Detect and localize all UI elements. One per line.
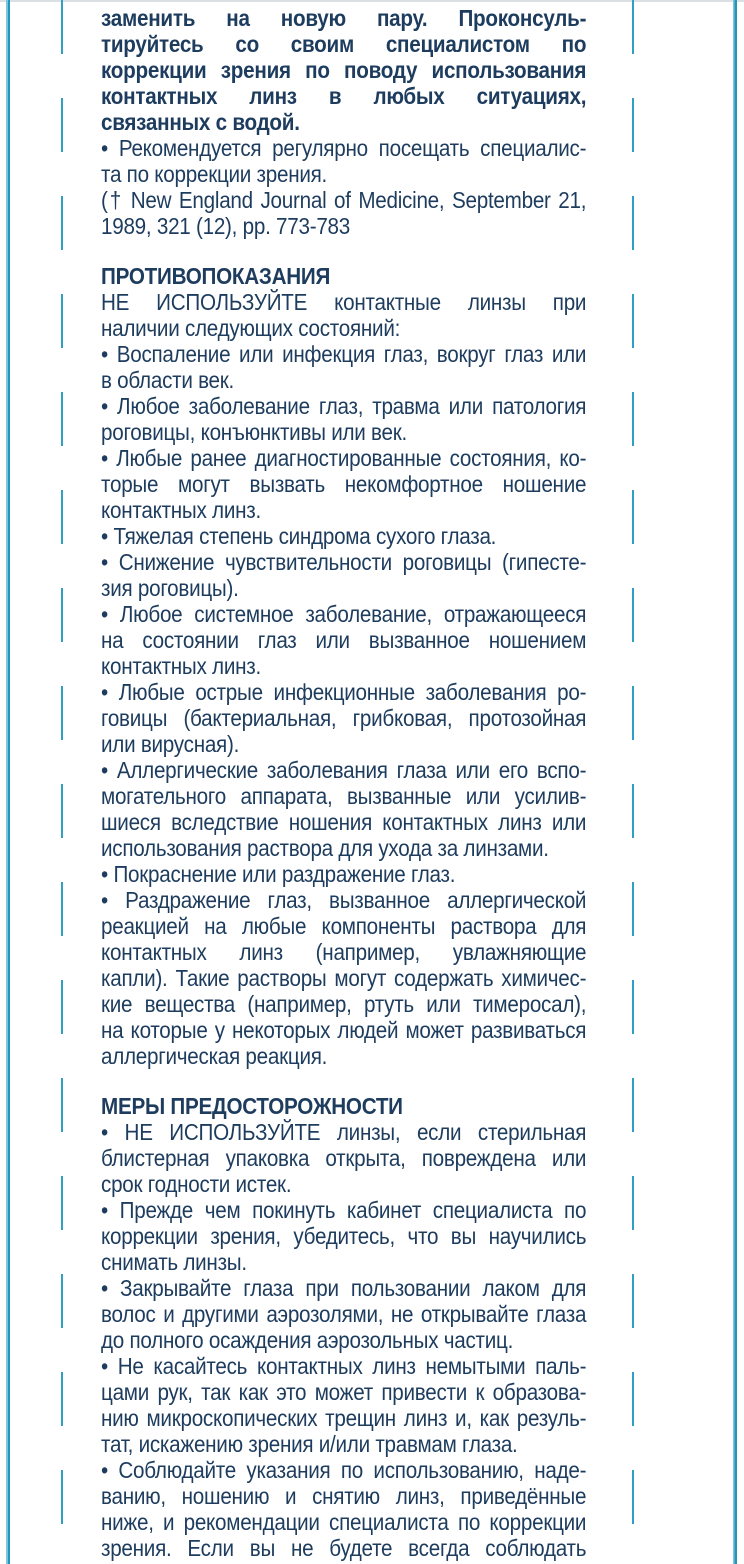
text-line: контактных линз. bbox=[101, 653, 261, 679]
text-line: • НЕ ИСПОЛЬЗУЙТЕ линзы, если стерильная bbox=[101, 1119, 587, 1145]
text-line: НЕ ИСПОЛЬЗУЙТЕ контактные линзы при bbox=[101, 289, 587, 315]
text-line: заменить на новую пару. Проконсуль- bbox=[101, 5, 587, 31]
text-line: шиеся вследствие ношения контактных линз или bbox=[101, 809, 587, 835]
fold-mark-dashed-left bbox=[61, 0, 63, 1564]
text-line: та по коррекции зрения. bbox=[101, 161, 328, 187]
text-line: • Снижение чувствительности роговицы (гипесте- bbox=[101, 549, 587, 575]
text-line: • Любое заболевание глаз, травма или патология bbox=[101, 393, 587, 419]
text-line: • Не касайтесь контактных линз немытыми паль- bbox=[101, 1353, 587, 1379]
text-line: срок годности истек. bbox=[101, 1171, 292, 1197]
text-line: использования раствора для ухода за линзами. bbox=[101, 835, 549, 861]
text-line: тат, искажению зрения и/или травмам глаза. bbox=[101, 1431, 518, 1457]
text-line: говицы (бактериальная, грибковая, протозойная bbox=[101, 705, 587, 731]
text-line: • Раздражение глаз, вызванное аллергической bbox=[101, 887, 587, 913]
text-line: зия роговицы). bbox=[101, 575, 239, 601]
text-line: могательного аппарата, вызванные или усилив- bbox=[101, 783, 587, 809]
text-line: реакцией на любые компоненты раствора для bbox=[101, 913, 587, 939]
text-line: нию микроскопических трещин линз и, как резуль- bbox=[101, 1405, 587, 1431]
text-line: в области век. bbox=[101, 367, 235, 393]
text-line: • Закрывайте глаза при пользовании лаком для bbox=[101, 1275, 587, 1301]
text-line: • Любые острые инфекционные заболевания ро- bbox=[101, 679, 587, 705]
text-line: кие вещества (например, ртуть или тимеросал), bbox=[101, 991, 587, 1017]
text-line: или вирусная). bbox=[101, 731, 240, 757]
section-heading: МЕРЫ ПРЕДОСТОРОЖНОСТИ bbox=[101, 1093, 403, 1119]
text-line: зрения. Если вы не будете всегда соблюдать bbox=[101, 1535, 587, 1561]
registration-mark-solid-right bbox=[733, 0, 737, 1564]
section-heading: ПРОТИВОПОКАЗАНИЯ bbox=[101, 263, 331, 289]
text-line: тируйтесь со своим специалистом по bbox=[101, 31, 587, 57]
text-line: на состоянии глаз или вызванное ношением bbox=[101, 627, 587, 653]
text-line: • Соблюдайте указания по использованию, наде- bbox=[101, 1457, 587, 1483]
text-line: снимать линзы. bbox=[101, 1249, 247, 1275]
text-line: († New England Journal of Medicine, September 21, bbox=[101, 187, 587, 213]
text-line: • Любое системное заболевание, отражающееся bbox=[101, 601, 587, 627]
text-column bbox=[101, 0, 586, 1561]
text-line: аллергическая реакция. bbox=[101, 1043, 328, 1069]
text-line: контактных линз. bbox=[101, 497, 261, 523]
text-line: • Любые ранее диагностированные состояния, ко- bbox=[101, 445, 587, 471]
text-line: • Рекомендуется регулярно посещать специалис- bbox=[101, 135, 587, 161]
text-line: капли). Такие растворы могут содержать химичес- bbox=[101, 965, 587, 991]
text-line: наличии следующих состояний: bbox=[101, 315, 401, 341]
text-line: • Аллергические заболевания глаза или его вспо- bbox=[101, 757, 587, 783]
text-line: на которые у некоторых людей может развиваться bbox=[101, 1017, 587, 1043]
registration-mark-solid-left bbox=[6, 0, 10, 1564]
fold-mark-dashed-right bbox=[632, 0, 634, 1564]
text-line: 1989, 321 (12), pp. 773-783 bbox=[101, 213, 350, 239]
text-line: коррекции зрения, убедитесь, что вы научились bbox=[101, 1223, 587, 1249]
text-line: связанных с водой. bbox=[101, 109, 300, 135]
text-line: • Прежде чем покинуть кабинет специалиста по bbox=[101, 1197, 587, 1223]
text-line: блистерная упаковка открыта, повреждена или bbox=[101, 1145, 587, 1171]
text-line: коррекции зрения по поводу использования bbox=[101, 57, 587, 83]
text-line: торые могут вызвать некомфортное ношение bbox=[101, 471, 587, 497]
text-line: • Воспаление или инфекция глаз, вокруг глаз или bbox=[101, 341, 587, 367]
text-line: контактных линз (например, увлажняющие bbox=[101, 939, 587, 965]
text-line: до полного осаждения аэрозольных частиц. bbox=[101, 1327, 514, 1353]
text-line: контактных линз в любых ситуациях, bbox=[101, 83, 587, 109]
text-line: • Тяжелая степень синдрома сухого глаза. bbox=[101, 523, 497, 549]
text-line: ванию, ношению и снятию линз, приведённые bbox=[101, 1483, 587, 1509]
text-line: цами рук, так как это может привести к образова- bbox=[101, 1379, 587, 1405]
text-line: волос и другими аэрозолями, не открывайте глаза bbox=[101, 1301, 587, 1327]
text-line: ниже, и рекомендации специалиста по коррекции bbox=[101, 1509, 587, 1535]
text-line: роговицы, конъюнктивы или век. bbox=[101, 419, 407, 445]
text-line: • Покраснение или раздражение глаз. bbox=[101, 861, 456, 887]
